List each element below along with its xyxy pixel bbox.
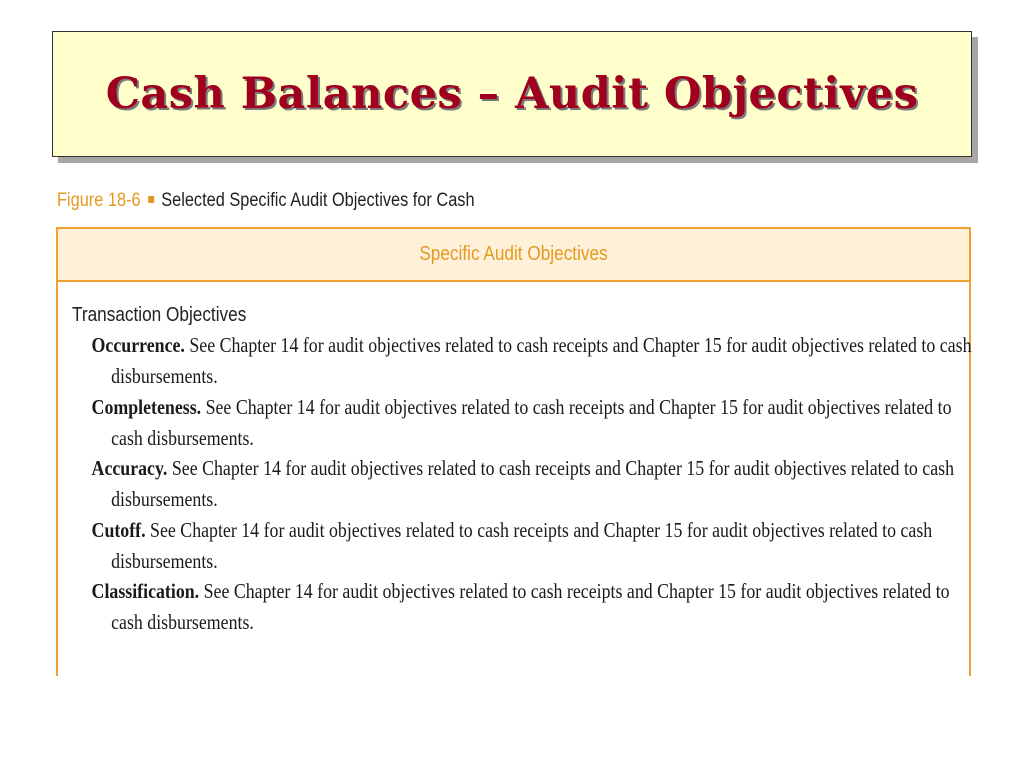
objective-text: See Chapter 14 for audit objectives related to cash receipts and Chapter 15 for audit objectives related to cash disbursements. [111, 579, 950, 634]
figure-number: Figure 18-6 [57, 190, 141, 211]
figure-caption [57, 189, 475, 213]
square-bullet-icon [148, 196, 154, 203]
objective-term: Classification. [91, 579, 200, 603]
objective-text: See Chapter 14 for audit objectives related to cash receipts and Chapter 15 for audit objectives related to cash disbursements. [111, 394, 952, 450]
objective-term: Cutoff. [91, 517, 146, 542]
slide-title: Cash Balances – Audit Objectives [105, 69, 919, 119]
table-header-label: Specific Audit Objectives [419, 243, 608, 265]
objective-occurrence [72, 330, 978, 392]
objective-term: Accuracy. [91, 456, 168, 480]
table-body [58, 282, 972, 638]
table-header [58, 229, 969, 282]
objective-term: Occurrence. [91, 333, 185, 357]
figure-title: Selected Specific Audit Objectives for Cash [161, 190, 475, 211]
objective-text: See Chapter 14 for audit objectives related to cash receipts and Chapter 15 for audit objectives related to cash disbursements. [111, 517, 933, 573]
section-heading: Transaction Objectives [72, 304, 247, 326]
objective-text: See Chapter 14 for audit objectives related to cash receipts and Chapter 15 for audit objectives related to cash disbursements. [111, 333, 972, 388]
objectives-table [56, 227, 971, 676]
objective-text: See Chapter 14 for audit objectives related to cash receipts and Chapter 15 for audit objectives related to cash disbursements. [111, 456, 955, 511]
objective-term: Completeness. [91, 394, 202, 419]
objective-accuracy [72, 453, 978, 515]
title-box [52, 31, 972, 157]
objective-completeness [72, 392, 978, 454]
objective-classification [72, 576, 978, 638]
objective-cutoff [72, 515, 978, 577]
